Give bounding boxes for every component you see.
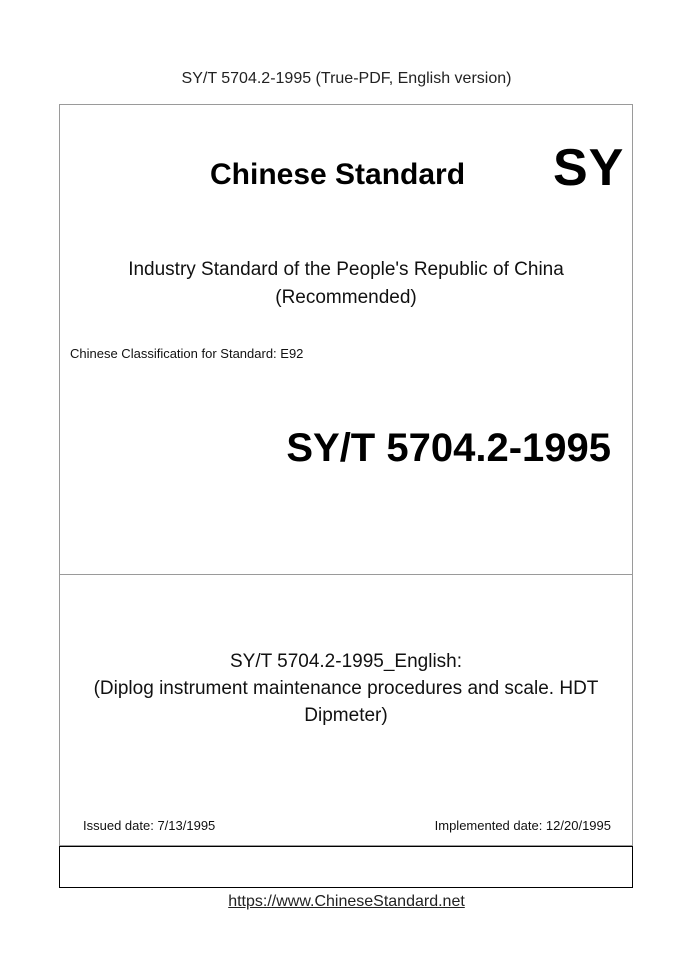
issued-date: Issued date: 7/13/1995 <box>83 818 216 833</box>
description-line-1: SY/T 5704.2-1995_English: <box>229 651 463 672</box>
document-title: Chinese Standard <box>210 158 466 191</box>
subtitle-line-1: Industry Standard of the People's Republic of China <box>128 259 564 280</box>
subtitle-line-2: (Recommended) <box>275 287 417 308</box>
description-line-2: (Diplog instrument maintenance procedures and scale. HDT <box>93 678 599 699</box>
website-link[interactable]: https://www.ChineseStandard.net <box>228 893 465 910</box>
standard-code: SY/T 5704.2-1995 <box>286 426 611 470</box>
description-line-3: Dipmeter) <box>304 705 388 726</box>
standard-mark: SY <box>553 139 625 197</box>
page-header: SY/T 5704.2-1995 (True-PDF, English version) <box>181 70 512 87</box>
classification-text: Chinese Classification for Standard: E92 <box>70 346 304 361</box>
implemented-date: Implemented date: 12/20/1995 <box>434 818 611 833</box>
cover-bottom-bar <box>59 846 633 888</box>
